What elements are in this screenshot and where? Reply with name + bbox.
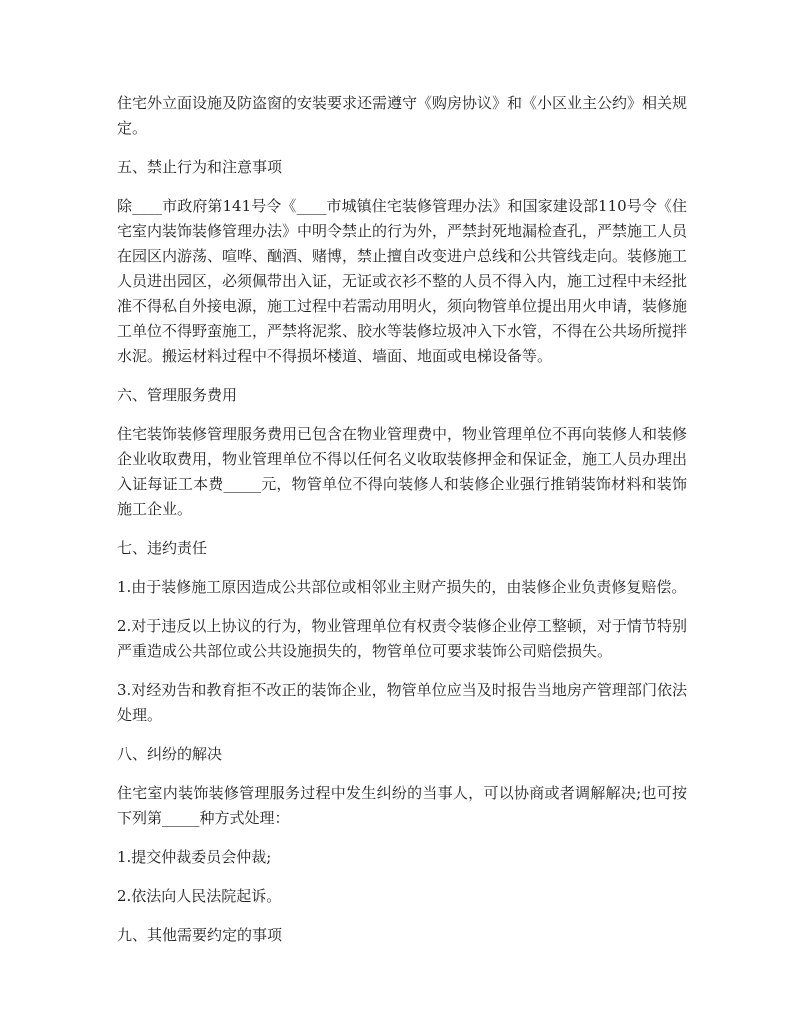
paragraph-prohibited-acts: 除____市政府第141号令《____市城镇住宅装修管理办法》和国家建设部110号令《住宅室内装饰装修管理办法》中明令禁止的行为外，严禁封死地漏检查孔，严禁施工人员在园区内游荡、喧哗、酗酒、赌博，禁止擅自改变进户总线和公共管线走向。装修施工人员进出园区，必须佩带出入证，无证或衣衫不整的人员不得入内，施工过程中未经批准不得私自外接电源，施工过程中若需动用明火，须向物管单位提出用火申请，装修施工单位不得野蛮施工，严禁将泥浆、胶水等装修垃圾冲入下水管，不得在公共场所搅拌水泥。搬运材料过程中不得损坏楼道、墙面、地面或电梯设备等。 (117, 197, 688, 365)
paragraph-facade-rules: 住宅外立面设施及防盗窗的安装要求还需遵守《购房协议》和《小区业主公约》相关规定。 (117, 94, 688, 137)
section-heading-disputes: 八、纠纷的解决 (117, 745, 223, 763)
section-heading-fees: 六、管理服务费用 (117, 386, 238, 404)
paragraph-disputes: 住宅室内装饰装修管理服务过程中发生纠纷的当事人，可以协商或者调解解决;也可按下列第_____种方式处理： (117, 784, 687, 827)
section-heading-other: 九、其他需要约定的事项 (117, 926, 283, 944)
list-item-liability-2: 2.对于违反以上协议的行为，物业管理单位有权责令装修企业停工整顿，对于情节特别严重造成公共部位或公共设施损失的，物管单位可要求装饰公司赔偿损失。 (117, 617, 687, 660)
list-item-disputes-1: 1.提交仲裁委员会仲裁; (117, 848, 272, 866)
section-heading-liability: 七、违约责任 (117, 539, 208, 557)
paragraph-fees: 住宅装饰装修管理服务费用已包含在物业管理费中，物业管理单位不再向装修人和装修企业收取费用，物业管理单位不得以任何名义收取装修押金和保证金，施工人员办理出入证每证工本费_____元，物管单位不得向装修人和装修企业强行推销装饰材料和装饰施工企业。 (117, 425, 688, 518)
list-item-disputes-2: 2.依法向人民法院起诉。 (117, 887, 282, 905)
section-heading-prohibited: 五、禁止行为和注意事项 (117, 158, 283, 176)
list-item-liability-3: 3.对经劝告和教育拒不改正的装饰企业，物管单位应当及时报告当地房产管理部门依法处理。 (117, 681, 687, 724)
document-body (117, 91, 687, 962)
list-item-liability-1: 1.由于装修施工原因造成公共部位或相邻业主财产损失的，由装修企业负责修复赔偿。 (117, 578, 687, 596)
